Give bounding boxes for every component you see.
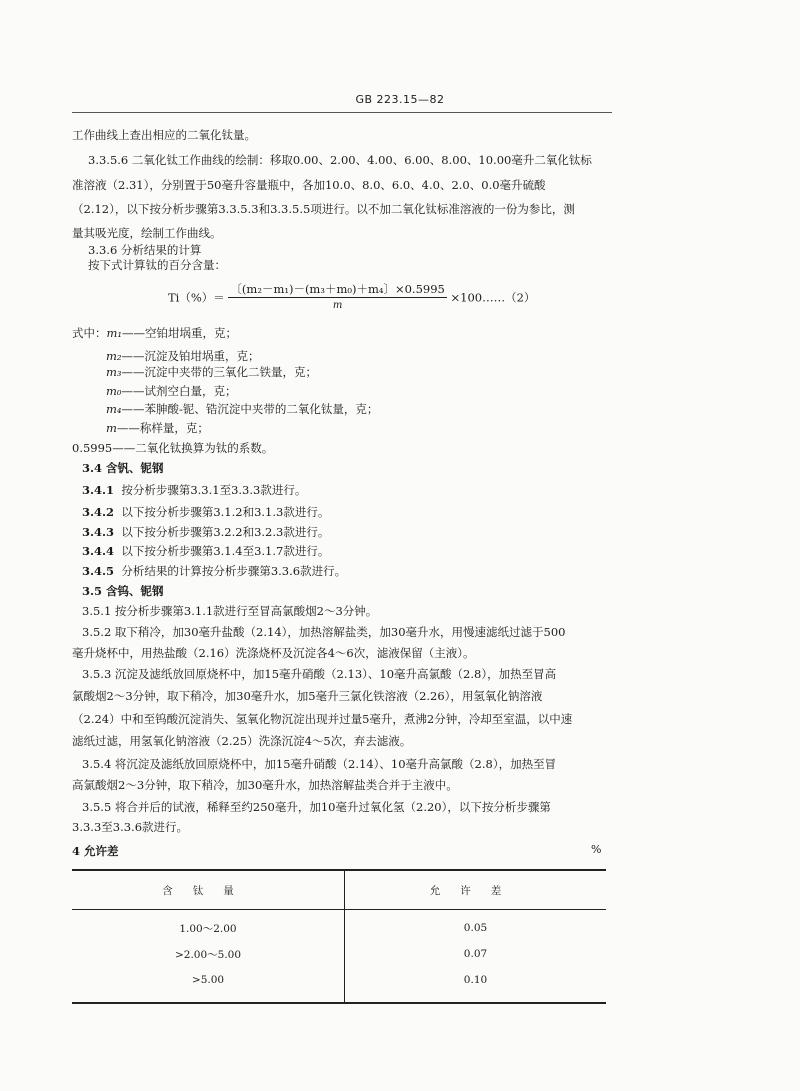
paragraph-line: （2.12），以下按分析步骤第3.3.5.3和3.3.5.5项进行。以不加二氧化钛标准溶液的一份为参比，测 <box>72 202 575 216</box>
paragraph-line: 量其吸光度，绘制工作曲线。 <box>72 226 222 240</box>
item-text: 分析结果的计算按分析步骤第3.3.6款进行。 <box>121 564 347 578</box>
definition-symbol: m₃ <box>106 365 122 379</box>
section-item <box>82 482 306 498</box>
definition-text: ——空铂坩埚重，克； <box>122 326 238 340</box>
formula-numerator: 〔(m₂－m₁)－(m₃＋m₀)＋m₄〕×0.5995 <box>230 282 445 296</box>
table-row <box>72 910 606 942</box>
paragraph-line: 3.5.1 按分析步骤第3.1.1款进行至冒高氯酸烟2～3分钟。 <box>82 604 378 618</box>
section-4-title: 4 允许差 <box>72 844 119 858</box>
paragraph-line: 3.3.3至3.3.6款进行。 <box>72 820 189 834</box>
paragraph-line: 工作曲线上查出相应的二氧化钛量。 <box>72 128 256 142</box>
definition-item <box>106 420 209 436</box>
definition-symbol: m₁ <box>106 326 123 340</box>
definition-symbol: m₄ <box>106 402 122 416</box>
conversion-factor: 0.5995——二氧化钛换算为钛的系数。 <box>72 441 274 455</box>
definition-item <box>106 401 378 417</box>
section-3-5-title: 3.5 含钨、铌钢 <box>82 584 164 598</box>
definition-text: ——沉淀中夹带的三氧化二铁量，克； <box>121 365 318 379</box>
tolerance-table <box>72 869 606 1004</box>
paragraph-line: 准溶液（2.31），分别置于50毫升容量瓶中，各加10.0、8.0、6.0、4.0、2.0、0.0毫升硫酸 <box>72 178 546 192</box>
table-header-row <box>72 870 606 910</box>
definition-text: ——苯胂酸-铌、锆沉淀中夹带的二氧化钛量，克； <box>121 402 379 416</box>
item-number: 3.4.3 <box>82 525 115 539</box>
section-item <box>82 543 329 559</box>
table-cell: >2.00～5.00 <box>72 941 345 967</box>
paragraph-line: 滤纸过滤，用氢氧化钠溶液（2.25）洗涤沉淀4～5次，弃去滤液。 <box>72 734 412 748</box>
item-number: 3.4.2 <box>82 505 115 519</box>
section-item <box>82 524 329 540</box>
definition-text: ——沉淀及铂坩埚重，克； <box>121 349 260 363</box>
section-item <box>82 504 329 520</box>
paragraph-line: 3.5.4 将沉淀及滤纸放回原烧杯中，加15毫升硝酸（2.14）、10毫升高氯酸（2.8），加热至冒 <box>82 757 557 771</box>
definition-symbol: m₀ <box>106 384 122 398</box>
paragraph-line: 3.5.3 沉淀及滤纸放回原烧杯中，加15毫升硝酸（2.13）、10毫升高氯酸（2.8），加热至冒高 <box>82 667 557 681</box>
item-text: 按分析步骤第3.3.1至3.3.3款进行。 <box>121 483 307 497</box>
section-item <box>82 563 346 579</box>
paragraph-line: 3.5.2 取下稍冷，加30毫升盐酸（2.14），加热溶解盐类，加30毫升水，用慢速滤纸过滤于500 <box>82 625 566 639</box>
formula-fraction <box>228 281 446 314</box>
item-text: 以下按分析步骤第3.1.2和3.1.3款进行。 <box>121 505 330 519</box>
item-number: 3.4.4 <box>82 544 115 558</box>
column-header-ti-content: 含钛量 <box>72 870 345 910</box>
paragraph-line: 高氯酸烟2～3分钟，取下稍冷，加30毫升水，加热溶解盐类合并于主液中。 <box>72 778 458 792</box>
ti-percent-formula <box>168 281 535 314</box>
formula-lhs: Ti（%）＝ <box>168 290 225 305</box>
formula-rhs: ×100……（2） <box>450 290 536 305</box>
table-row <box>72 967 606 1003</box>
section-heading: 3.3.6 分析结果的计算 <box>88 243 202 257</box>
table-cell: 0.05 <box>463 922 488 934</box>
header-rule <box>72 112 612 113</box>
definition-text: ——试剂空白量，克； <box>121 384 237 398</box>
definition-symbol: m <box>106 421 117 435</box>
paragraph-line: 3.5.5 将合并后的试液，稀释至约250毫升，加10毫升过氧化氢（2.20），以下按分析步骤第 <box>82 800 551 814</box>
definition-text: ——称样量，克； <box>116 421 209 435</box>
item-text: 以下按分析步骤第3.2.2和3.2.3款进行。 <box>121 525 330 539</box>
table-cell: 0.07 <box>463 948 488 960</box>
formula-denominator: m <box>332 300 343 311</box>
column-header-tolerance: 允许差 <box>345 870 607 910</box>
table-cell: >5.00 <box>72 967 345 1003</box>
paragraph-line: 3.3.5.6 二氧化钛工作曲线的绘制：移取0.00、2.00、4.00、6.00、8.00、10.00毫升二氧化钛标 <box>88 153 592 167</box>
table-unit: % <box>591 843 602 856</box>
paragraph-line: （2.24）中和至钨酸沉淀消失、氢氧化物沉淀出现并过量5毫升，煮沸2分钟，冷却至室温，以中速 <box>72 712 573 726</box>
paragraph-line: 毫升烧杯中，用热盐酸（2.16）洗涤烧杯及沉淀各4～6次，滤液保留（主液）。 <box>72 646 475 660</box>
definition-item <box>106 383 237 399</box>
definition-item <box>106 348 260 364</box>
paragraph-line: 按下式计算钛的百分含量： <box>88 258 226 272</box>
definition-item <box>106 364 317 380</box>
item-number: 3.4.1 <box>82 483 115 497</box>
item-text: 以下按分析步骤第3.1.4至3.1.7款进行。 <box>121 544 330 558</box>
definition-symbol: m₂ <box>106 349 122 363</box>
table-cell: 1.00～2.00 <box>72 910 345 942</box>
definitions-intro <box>72 325 237 341</box>
section-3-4-title: 3.4 含钒、铌钢 <box>82 461 164 475</box>
definitions-intro-label: 式中： <box>72 326 107 340</box>
table-row <box>72 941 606 967</box>
item-number: 3.4.5 <box>82 564 115 578</box>
paragraph-line: 氯酸烟2～3分钟，取下稍冷，加30毫升水，加5毫升三氯化铁溶液（2.26），用氢氧化钠溶液 <box>72 689 543 703</box>
table-cell: 0.10 <box>463 974 488 986</box>
page-header-code: GB 223.15—82 <box>355 93 445 106</box>
